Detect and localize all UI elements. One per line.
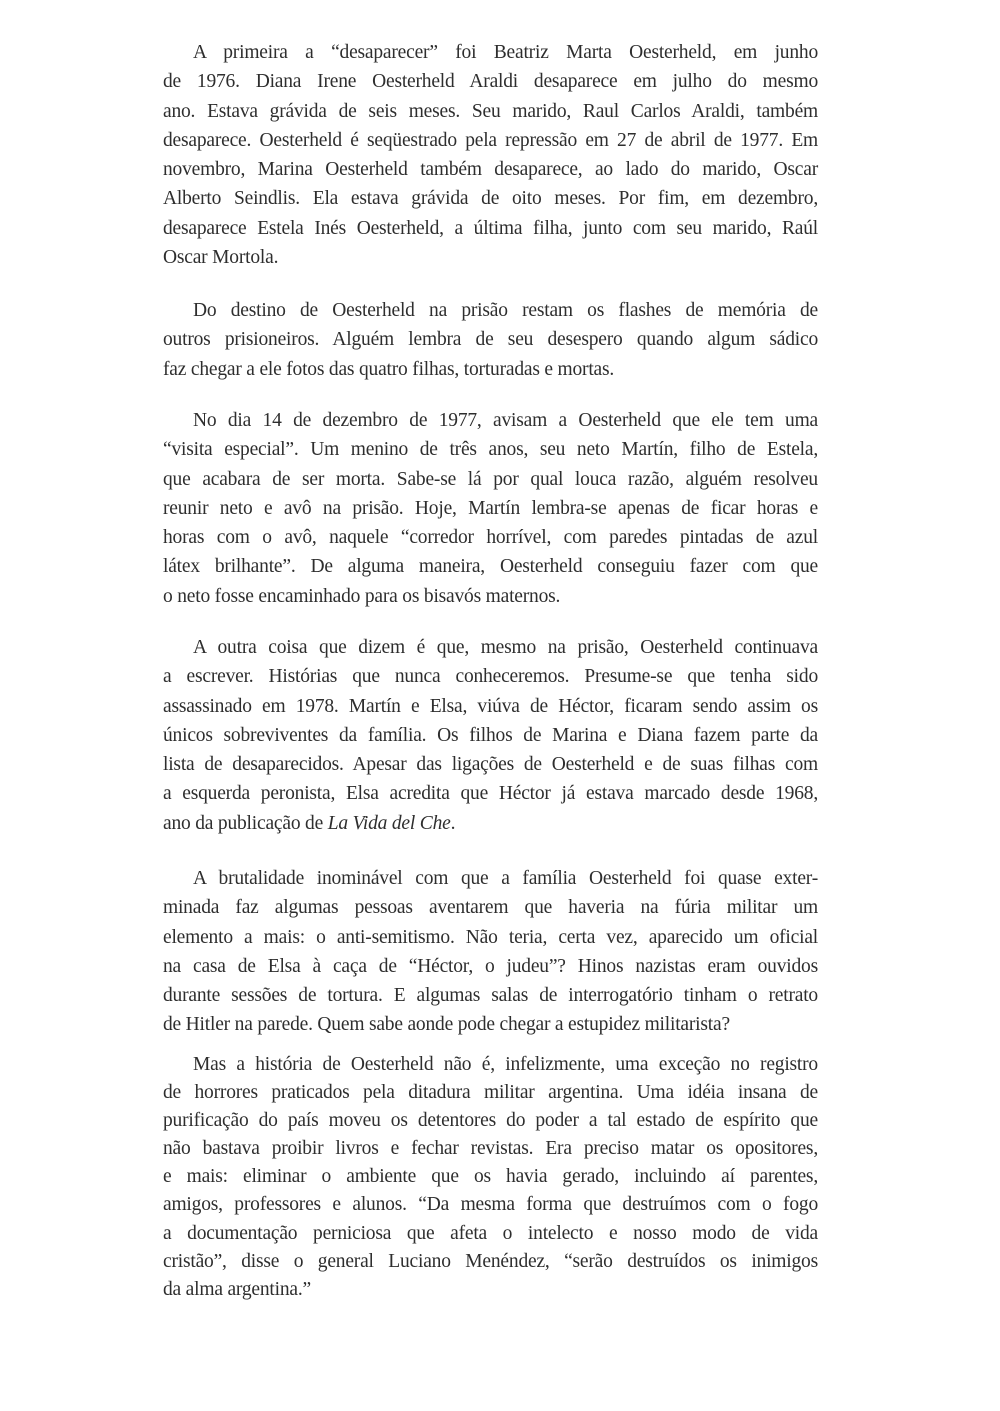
text-line: A brutalidade inominável com que a família Oesterheld foi quase exter-	[193, 868, 818, 889]
text-line: de horrores praticados pela ditadura militar argentina. Uma idéia insana de	[163, 1082, 818, 1104]
text-line: de 1976. Diana Irene Oesterheld Araldi desaparece em julho do mesmo	[163, 71, 818, 93]
text-line: lista de desaparecidos. Apesar das ligações de Oesterheld e de suas filhas com	[163, 754, 818, 776]
text-line: látex brilhante”. De alguma maneira, Oesterheld conseguiu fazer com que	[163, 556, 818, 578]
text-segment: ano da publicação de	[163, 812, 328, 834]
paragraph	[163, 38, 818, 272]
paragraph	[163, 1051, 818, 1304]
text-line: outros prisioneiros. Alguém lembra de seu desespero quando algum sádico	[163, 329, 818, 351]
text-line: Mas a história de Oesterheld não é, infelizmente, uma exceção no registro	[193, 1054, 818, 1075]
text-line: não bastava proibir livros e fechar revistas. Era preciso matar os opositores,	[163, 1138, 818, 1160]
text-line: que acabara de ser morta. Sabe-se lá por qual louca razão, alguém resolveu	[163, 468, 818, 490]
paragraph	[163, 406, 818, 611]
text-line: faz chegar a ele fotos das quatro filhas, torturadas e mortas.	[163, 358, 615, 380]
text-line: amigos, professores e alunos. “Da mesma forma que destruímos com o fogo	[163, 1194, 818, 1216]
text-line: cristão”, disse o general Luciano Menéndez, “serão destruídos os inimigos	[163, 1250, 818, 1272]
text-line: desaparece Estela Inés Oesterheld, a última filha, junto com seu marido, Raúl	[163, 217, 818, 239]
text-line: Oscar Mortola.	[163, 247, 279, 269]
book-title: La Vida del Che	[327, 812, 451, 834]
text-line: elemento a mais: o anti-semitismo. Não teria, certa vez, aparecido um oficial	[163, 926, 818, 948]
text-line: na casa de Elsa à caça de “Héctor, o judeu”? Hinos nazistas eram ouvidos	[163, 955, 818, 977]
text-line: desaparece. Oesterheld é seqüestrado pela repressão em 27 de abril de 1977. Em	[163, 129, 818, 151]
paragraph	[163, 296, 818, 384]
text-line: o neto fosse encaminhado para os bisavós maternos.	[163, 585, 561, 607]
text-line: A primeira a “desaparecer” foi Beatriz Marta Oesterheld, em junho	[193, 42, 818, 63]
text-line: a documentação perniciosa que afeta o intelecto e nosso modo de vida	[163, 1222, 818, 1244]
text-line: ano. Estava grávida de seis meses. Seu marido, Raul Carlos Araldi, também	[163, 100, 818, 122]
text-line: novembro, Marina Oesterheld também desaparece, ao lado do marido, Oscar	[163, 159, 818, 181]
text-line: A outra coisa que dizem é que, mesmo na prisão, Oesterheld continuava	[193, 637, 818, 658]
text-line: minada faz algumas pessoas aventarem que haveria na fúria militar um	[163, 897, 818, 919]
text-line	[163, 809, 818, 838]
text-line: e mais: eliminar o ambiente que os havia gerado, incluindo aí parentes,	[163, 1166, 818, 1188]
paragraph	[163, 633, 818, 838]
text-line: de Hitler na parede. Quem sabe aonde pode chegar a estupidez militarista?	[163, 1014, 730, 1036]
text-line: “visita especial”. Um menino de três anos, seu neto Martín, filho de Estela,	[163, 439, 818, 461]
text-line: reunir neto e avô na prisão. Hoje, Martín lembra-se apenas de ficar horas e	[163, 497, 818, 519]
text-line: a esquerda peronista, Elsa acredita que Héctor já estava marcado desde 1968,	[163, 783, 818, 805]
paragraph	[163, 864, 818, 1040]
text-line: da alma argentina.”	[163, 1278, 311, 1300]
text-line: purificação do país moveu os detentores do poder a tal estado de espírito que	[163, 1110, 818, 1132]
text-line: horas com o avô, naquele “corredor horrível, com paredes pintadas de azul	[163, 527, 818, 549]
text-line: únicos sobreviventes da família. Os filhos de Marina e Diana fazem parte da	[163, 724, 818, 746]
text-line: a escrever. Histórias que nunca conheceremos. Presume-se que tenha sido	[163, 666, 818, 688]
text-segment: .	[450, 812, 456, 834]
text-line: No dia 14 de dezembro de 1977, avisam a Oesterheld que ele tem uma	[193, 410, 818, 431]
text-line: assassinado em 1978. Martín e Elsa, viúva de Héctor, ficaram sendo assim os	[163, 695, 818, 717]
text-line: Alberto Seindlis. Ela estava grávida de oito meses. Por fim, em dezembro,	[163, 188, 818, 210]
text-line: durante sessões de tortura. E algumas salas de interrogatório tinham o retrato	[163, 985, 818, 1007]
text-line: Do destino de Oesterheld na prisão restam os flashes de memória de	[193, 300, 818, 321]
